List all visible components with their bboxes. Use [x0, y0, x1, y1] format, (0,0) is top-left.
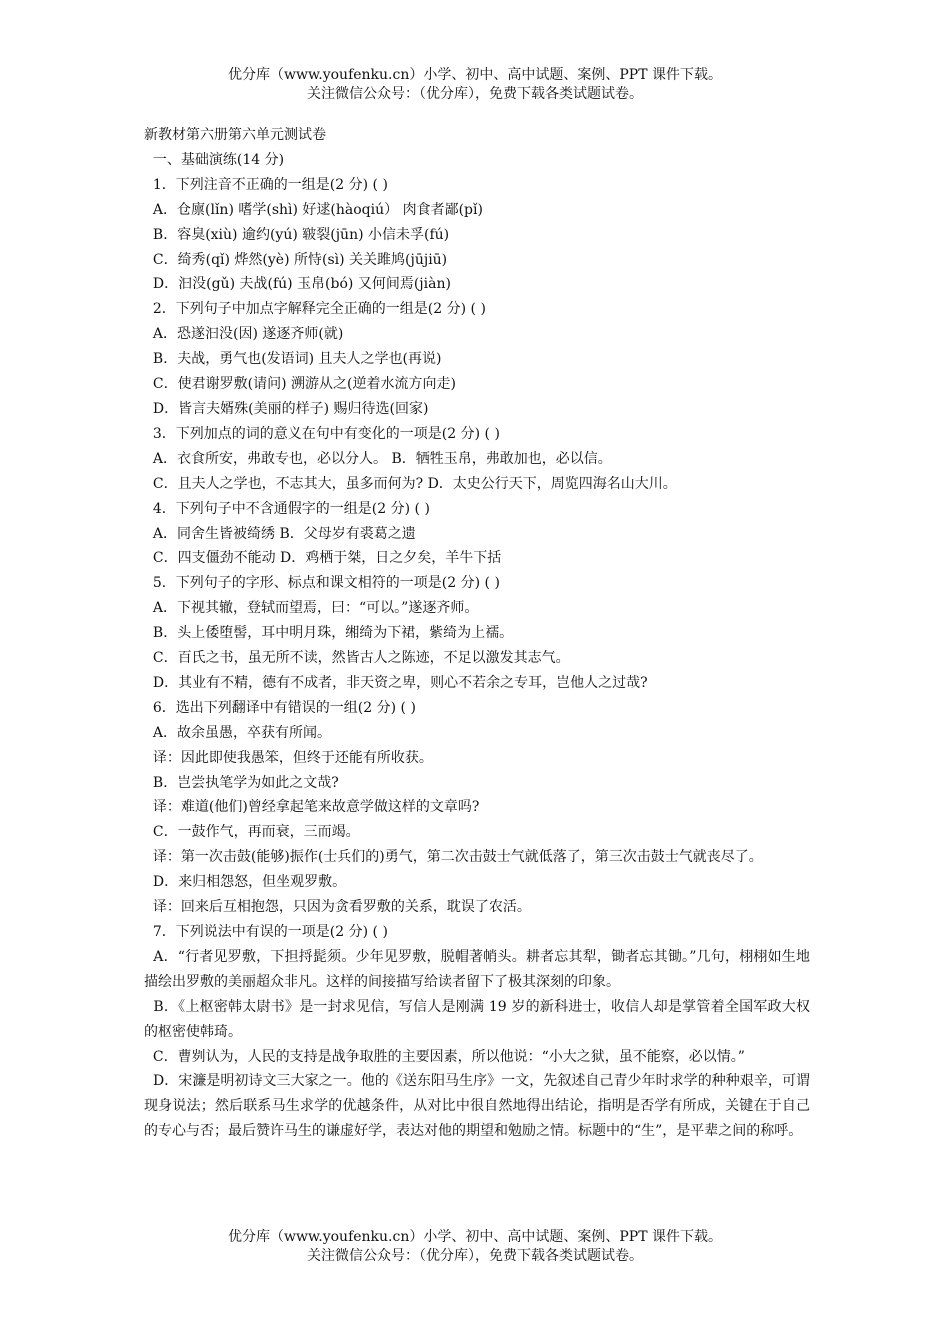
q2-option-d: D．皆言夫婿殊(美丽的样子) 赐归待选(回家)	[144, 400, 429, 417]
q6-option-d: D．来归相怨怒，但坐观罗敷。	[144, 874, 347, 891]
q1-option-d: D．汩没(gǔ) 夫战(fú) 玉帛(bó) 又何间焉(jiàn)	[144, 276, 451, 293]
footer-line-1: 优分库（www.youfenku.cn）小学、初中、高中试题、案例、PPT 课件下载。	[227, 1229, 722, 1245]
document-body	[144, 123, 810, 1144]
q3-options-ab: A．衣食所安，弗敢专也，必以分人。 B．牺牲玉帛，弗敢加也，必以信。	[144, 450, 612, 467]
q4-options-cd: C．四支僵劲不能动 D．鸡栖于桀，日之夕矣，羊牛下括	[144, 550, 502, 567]
page-header	[0, 66, 950, 104]
q6-translation-a: 译：因此即使我愚笨，但终于还能有所收获。	[144, 749, 433, 766]
question-1: 1．下列注音不正确的一组是(2 分) ( )	[144, 176, 388, 193]
q4-options-ab: A．同舍生皆被绮绣 B．父母岁有裘葛之遗	[144, 525, 416, 542]
question-7: 7．下列说法中有误的一项是(2 分) ( )	[144, 924, 388, 940]
q3-options-cd: C．且夫人之学也，不志其大，虽多而何为? D．太史公行天下，周览四海名山大川。	[144, 475, 677, 492]
q2-option-c: C．使君谢罗敷(请问) 溯游从之(逆着水流方向走)	[144, 376, 456, 393]
q7-option-b: B．《上枢密韩太尉书》是一封求见信，写信人是刚满 19 岁的新科进士，收信人却是掌管着全国军政大权的枢密使韩琦。	[144, 998, 810, 1040]
question-5: 5．下列句子的字形、标点和课文相符的一项是(2 分) ( )	[144, 575, 500, 592]
question-6: 6．选出下列翻译中有错误的一组(2 分) ( )	[144, 699, 416, 716]
question-3: 3．下列加点的词的意义在句中有变化的一项是(2 分) ( )	[144, 425, 500, 442]
footer-line-2: 关注微信公众号：（优分库），免费下载各类试题试卷。	[307, 1248, 643, 1264]
q5-option-a: A．下视其辙，登轼而望焉，曰：“可以。”遂逐齐师。	[144, 600, 479, 617]
q6-option-c: C．一鼓作气，再而衰，三而竭。	[144, 824, 360, 841]
q1-option-c: C．绮秀(qǐ) 烨然(yè) 所恃(sì) 关关雎鸠(jūjiū)	[144, 251, 448, 268]
q5-option-b: B．头上倭堕髻，耳中明月珠，缃绮为下裙，紫绮为上襦。	[144, 625, 514, 642]
q6-option-a: A．故余虽愚，卒获有所闻。	[144, 724, 332, 741]
q7-option-a: A．“行者见罗敷，下担捋髭须。少年见罗敷，脱帽著帩头。耕者忘其犁，锄者忘其锄。”几句，栩栩如生地描绘出罗敷的美丽超众非凡。这样的间接描写给读者留下了极其深刻的印象。	[144, 948, 810, 990]
q5-option-c: C．百氏之书，虽无所不读，然皆古人之陈迹，不足以激发其志气。	[144, 650, 570, 667]
question-4: 4．下列句子中不含通假字的一组是(2 分) ( )	[144, 500, 430, 517]
section-heading: 一、基础演练(14 分)	[144, 151, 285, 168]
page-footer	[0, 1228, 950, 1266]
question-2: 2．下列句子中加点字解释完全正确的一组是(2 分) ( )	[144, 301, 486, 318]
header-line-1: 优分库（www.youfenku.cn）小学、初中、高中试题、案例、PPT 课件下载。	[227, 67, 722, 83]
q2-option-a: A．恐遂汩没(因) 遂逐齐师(就)	[144, 326, 344, 343]
q6-option-b: B．岂尝执笔学为如此之文哉?	[144, 774, 339, 791]
q1-option-a: A．仓廪(lǐn) 嗜学(shì) 好逑(hàoqiú） 肉食者鄙(pǐ)	[144, 201, 483, 218]
q6-translation-b: 译：难道(他们)曾经拿起笔来故意学做这样的文章吗?	[144, 799, 480, 816]
q5-option-d: D．其业有不精，德有不成者，非天资之卑，则心不若余之专耳，岂他人之过哉?	[144, 674, 648, 691]
document-title: 新教材第六册第六单元测试卷	[144, 127, 326, 143]
q1-option-b: B．容臭(xiù) 逾约(yú) 皲裂(jūn) 小信未孚(fú)	[144, 226, 450, 243]
q6-translation-d: 译：回来后互相抱怨，只因为贪看罗敷的关系，耽误了农活。	[144, 899, 531, 916]
q7-option-d: D．宋濂是明初诗文三大家之一。他的《送东阳马生序》一文，先叙述自己青少年时求学的种种艰辛，可谓现身说法；然后联系马生求学的优越条件，从对比中很自然地得出结论，指明是否学有所成，关键在于自己的专心与否；最后赞许马生的谦虚好学，表达对他的期望和勉励之情。标题中的“生”，是平辈之间的称呼。	[144, 1073, 810, 1140]
q7-option-c: C．曹刿认为，人民的支持是战争取胜的主要因素，所以他说：“小大之狱，虽不能察，必以情。”	[144, 1048, 745, 1065]
q2-option-b: B．夫战，勇气也(发语词) 且夫人之学也(再说)	[144, 351, 442, 368]
q6-translation-c: 译：第一次击鼓(能够)振作(士兵们的)勇气，第二次击鼓士气就低落了，第三次击鼓士气就丧尽了。	[144, 849, 763, 866]
header-line-2: 关注微信公众号：（优分库），免费下载各类试题试卷。	[307, 86, 643, 102]
